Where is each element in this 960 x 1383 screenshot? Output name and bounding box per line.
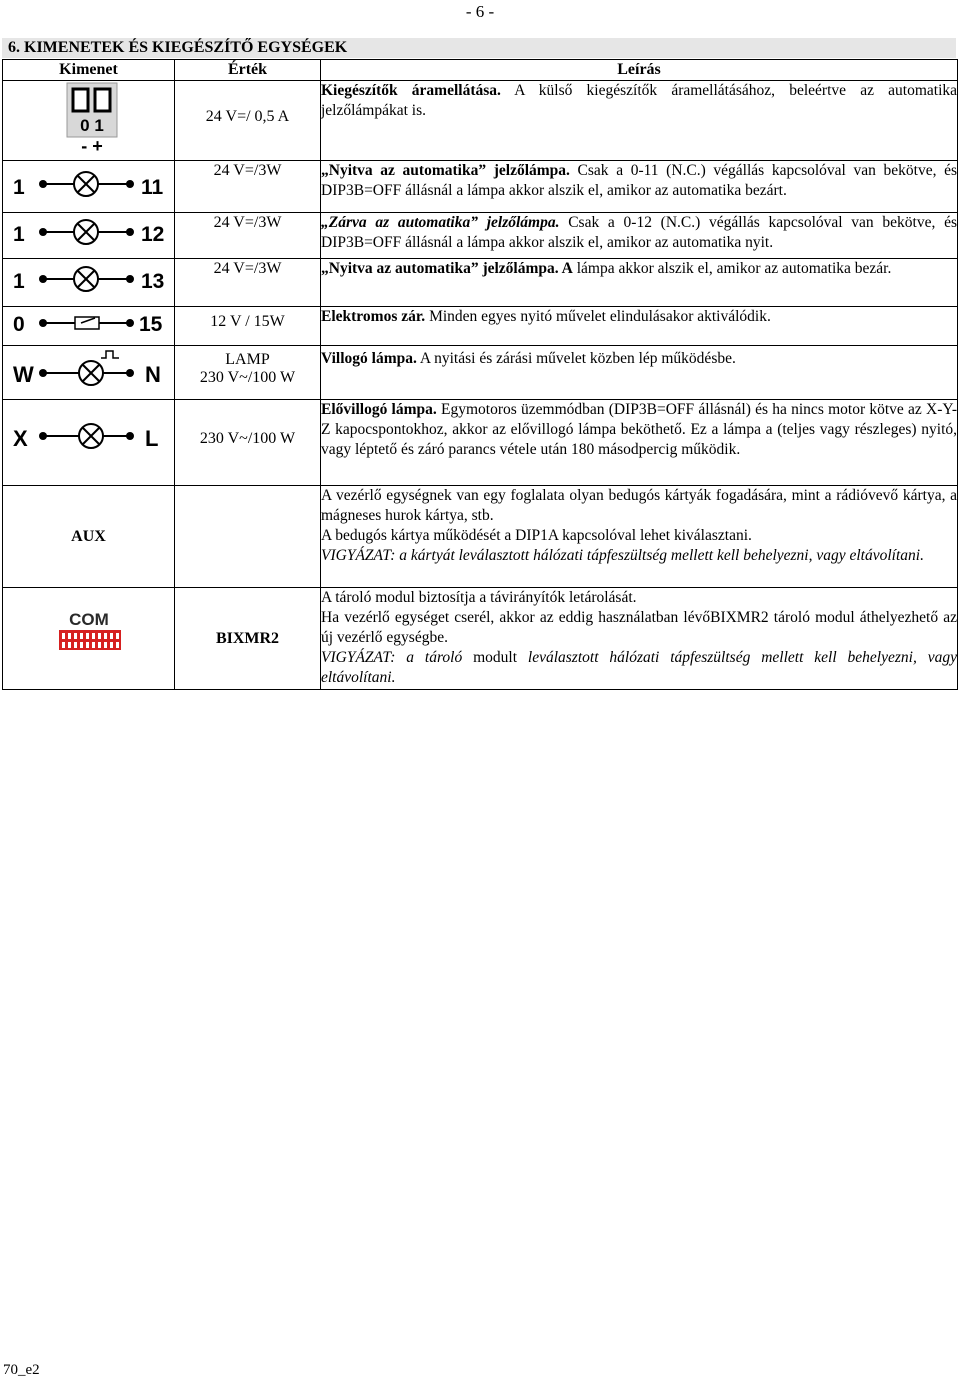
desc-text: A vezérlő egységnek van egy foglalata olyan bedugós kártyák fogadására, mint a rádióvevő kártya, a mágneses hurok kártya, stb. [321,487,957,524]
table-header-row [3,60,958,81]
value-cell: 230 V~/100 W [175,400,321,486]
flashing-lamp-icon-cell [3,346,175,400]
table-row [3,400,958,486]
lamp-icon [3,161,175,207]
pre-flash-lamp-icon-cell [3,400,175,486]
desc-text: lámpa akkor alszik el, amikor az automatika bezár. [572,260,892,277]
description-cell [321,81,958,161]
terminal-label-left: 1 [13,176,25,199]
desc-text: Csak a 0-11 (N.C.) végállás kapcsolóval van bekötve, és DIP3B=OFF állásnál a lámpa akkor alszik el, amikor az automatika bezárt. [321,162,957,199]
desc-bold: „Zárva az automatika” jelzőlámpa. [321,214,560,231]
value-rating: 230 V~/100 W [199,369,296,386]
terminal-label-right: 13 [141,270,165,293]
terminal-label-left: W [13,362,34,387]
desc-text: A bedugós kártya működését a DIP1A kapcsolóval lehet kiválasztani. [321,527,752,544]
terminal-label-bottom: - + [81,136,103,155]
terminal-label-right: 15 [139,313,163,336]
description-cell [321,588,958,690]
desc-bold: Elektromos zár. [321,308,426,325]
table-row [3,486,958,588]
lamp-icon [3,259,175,301]
com-label: COM [69,610,109,629]
desc-text: A tároló modul biztosítja a távirányítók letárolását. [321,589,637,606]
table-row [3,346,958,400]
terminal-label-right: N [145,362,161,387]
lamp-icon-cell [3,213,175,259]
table-row [3,161,958,213]
memory-module-icon [3,588,175,684]
table-row [3,81,958,161]
desc-bold: Kiegészítők áramellátása. [321,82,501,99]
terminal-label-left: 0 [13,313,25,336]
terminal-label-left: 1 [13,223,25,246]
value-cell: 24 V=/3W [175,161,321,213]
header-leiras: Leírás [321,60,958,81]
terminal-switch-icon-cell [3,81,175,161]
desc-warning: VIGYÁZAT: a kártyát leválasztott hálózati tápfeszültség mellett kell behelyezni, vagy eltávolítani. [321,547,924,564]
electric-lock-icon [3,307,175,340]
terminal-label-left: 1 [13,270,25,293]
desc-text: A nyitási és zárási művelet közben lép működésbe. [416,350,736,367]
table-row [3,259,958,307]
page-number: - 6 - [465,2,495,21]
com-icon-cell [3,588,175,690]
desc-text: Egymotoros üzemmódban (DIP3B=OFF állásnál) és ha nincs motor kötve az X-Y-Z kapocspontokhoz, akkor az elővillogó lámpa beköthető. Ez a lámpa a (teljes vagy részleges) nyitó, vagy léptető és záró parancs vétele után 180 másodpercig működik. [321,401,957,458]
value-cell: 12 V / 15W [175,307,321,346]
section-title: 6. KIMENETEK ÉS KIEGÉSZÍTŐ EGYSÉGEK [2,38,956,58]
terminal-label-right: 11 [141,176,164,199]
description-cell [321,486,958,588]
value-cell [175,346,321,400]
desc-text: Ha vezérlő egységet cserél, akkor az eddig használatban lévőBIXMR2 tároló modul áthelyezhető az új vezérlő egységbe. [321,609,957,646]
table-row [3,307,958,346]
value-cell [175,486,321,588]
desc-text: Minden egyes nyitó művelet elindulásakor aktiválódik. [425,308,771,325]
value-cell: BIXMR2 [175,588,321,690]
value-cell: 24 V=/ 0,5 A [175,81,321,161]
value-cell: 24 V=/3W [175,259,321,307]
table-row [3,588,958,690]
description-cell [321,259,958,307]
dip-terminal-icon [3,81,175,155]
terminal-label-top: 0 1 [80,116,104,135]
description-cell [321,400,958,486]
desc-bold: „Nyitva az automatika” jelzőlámpa. [321,162,570,179]
desc-text: Csak a 0-12 (N.C.) végállás kapcsolóval van bekötve, és DIP3B=OFF állásnál a lámpa akkor alszik el, amikor az automatika nyit. [321,214,957,251]
table-row [3,213,958,259]
flashing-lamp-icon [3,346,175,394]
desc-bold: Elővillogó lámpa. [321,401,437,418]
header-kimenet: Kimenet [3,60,175,81]
terminal-label-left: X [13,426,28,451]
header-ertek: Érték [175,60,321,81]
value-cell: 24 V=/3W [175,213,321,259]
terminal-label-right: 12 [141,223,165,246]
description-cell [321,213,958,259]
desc-text: A külső kiegészítők áramellátásához, beleértve az automatika jelzőlámpákat is. [321,82,958,119]
desc-bold: Villogó lámpa. [321,350,417,367]
desc-warning: VIGYÁZAT: a tároló modult leválasztott hálózati tápfeszültség mellett kell behelyezni, vagy eltávolítani. [321,649,957,686]
description-cell [321,307,958,346]
lamp-icon-cell [3,259,175,307]
outputs-table [2,59,958,690]
lamp-icon [3,213,175,253]
terminal-label-right: L [145,426,159,451]
lamp-icon-cell [3,161,175,213]
description-cell [321,161,958,213]
lock-icon-cell [3,307,175,346]
desc-bold: „Nyitva az automatika” jelzőlámpa. A [321,260,573,277]
description-cell [321,346,958,400]
footer-code: 70_e2 [3,1362,40,1378]
aux-label: AUX [3,486,175,588]
value-lamp: LAMP [225,351,270,368]
pre-flash-lamp-icon [3,400,175,480]
